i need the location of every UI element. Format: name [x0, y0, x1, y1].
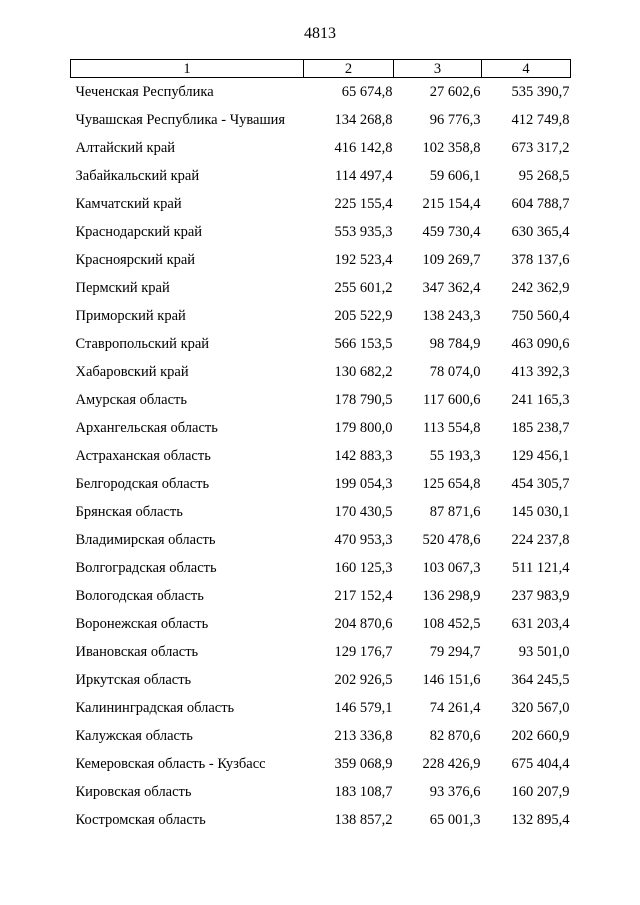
value-col3-cell: 74 261,4 — [429, 700, 481, 716]
value-col2-cell: 170 430,5 — [334, 504, 393, 520]
value-col4-cell: 463 090,6 — [511, 336, 570, 352]
value-col3-cell: 79 294,7 — [429, 644, 481, 660]
column-header: 1 — [71, 60, 304, 78]
table-row — [71, 750, 571, 778]
value-col2-cell: 205 522,9 — [334, 308, 393, 324]
region-name-cell: Астраханская область — [75, 448, 211, 464]
value-col4-cell: 511 121,4 — [512, 560, 570, 576]
table-row — [71, 330, 571, 358]
value-col3-cell: 109 269,7 — [422, 252, 481, 268]
value-col4-cell: 202 660,9 — [511, 728, 570, 744]
value-col2-cell: 255 601,2 — [334, 280, 393, 296]
table-row — [71, 78, 571, 107]
value-col2-cell: 202 926,5 — [334, 672, 393, 688]
value-col2-cell: 138 857,2 — [334, 812, 393, 828]
value-col2-cell: 178 790,5 — [334, 392, 393, 408]
value-col2-cell: 359 068,9 — [334, 756, 393, 772]
region-name-cell: Вологодская область — [75, 588, 204, 604]
data-table — [70, 59, 571, 834]
value-col3-cell: 93 376,6 — [429, 784, 481, 800]
table-row — [71, 246, 571, 274]
region-name-cell: Ставропольский край — [75, 336, 210, 352]
table-row — [71, 666, 571, 694]
region-name-cell: Амурская область — [75, 392, 187, 408]
region-name-cell: Приморский край — [75, 308, 186, 324]
value-col2-cell: 142 883,3 — [334, 448, 393, 464]
region-name-cell: Красноярский край — [75, 252, 196, 268]
value-col4-cell: 93 501,0 — [518, 644, 570, 660]
value-col4-cell: 413 392,3 — [511, 364, 570, 380]
value-col2-cell: 470 953,3 — [334, 532, 393, 548]
table-row — [71, 806, 571, 834]
column-header: 3 — [394, 60, 482, 78]
table-row — [71, 190, 571, 218]
value-col3-cell: 117 600,6 — [423, 392, 481, 408]
value-col2-cell: 183 108,7 — [334, 784, 393, 800]
value-col3-cell: 138 243,3 — [422, 308, 481, 324]
value-col4-cell: 630 365,4 — [511, 224, 570, 240]
table-row — [71, 386, 571, 414]
table-row — [71, 498, 571, 526]
region-name-cell: Чувашская Республика - Чувашия — [75, 112, 286, 128]
region-name-cell: Чеченская Республика — [75, 84, 214, 100]
value-col4-cell: 412 749,8 — [511, 112, 570, 128]
region-name-cell: Костромская область — [75, 812, 206, 828]
value-col4-cell: 378 137,6 — [511, 252, 570, 268]
value-col2-cell: 192 523,4 — [334, 252, 393, 268]
value-col4-cell: 364 245,5 — [511, 672, 570, 688]
value-col3-cell: 113 554,8 — [423, 420, 481, 436]
value-col2-cell: 146 579,1 — [334, 700, 393, 716]
table-row — [71, 106, 571, 134]
value-col4-cell: 224 237,8 — [511, 532, 570, 548]
value-col3-cell: 136 298,9 — [422, 588, 481, 604]
page-number: 4813 — [304, 25, 336, 42]
table-row — [71, 218, 571, 246]
value-col2-cell: 213 336,8 — [334, 728, 393, 744]
value-col2-cell: 65 674,8 — [341, 84, 393, 100]
value-col4-cell: 750 560,4 — [511, 308, 570, 324]
region-name-cell: Хабаровский край — [75, 364, 189, 380]
value-col2-cell: 553 935,3 — [334, 224, 393, 240]
region-name-cell: Ивановская область — [75, 644, 199, 660]
region-name-cell: Алтайский край — [75, 140, 176, 156]
value-col2-cell: 566 153,5 — [334, 336, 393, 352]
value-col2-cell: 225 155,4 — [334, 196, 393, 212]
value-col2-cell: 114 497,4 — [335, 168, 393, 184]
value-col2-cell: 204 870,6 — [334, 616, 393, 632]
region-name-cell: Воронежская область — [75, 616, 209, 632]
region-name-cell: Брянская область — [75, 504, 183, 520]
value-col4-cell: 242 362,9 — [511, 280, 570, 296]
table-row — [71, 358, 571, 386]
value-col4-cell: 454 305,7 — [511, 476, 570, 492]
region-name-cell: Архангельская область — [75, 420, 218, 436]
value-col4-cell: 129 456,1 — [511, 448, 570, 464]
value-col4-cell: 241 165,3 — [511, 392, 570, 408]
value-col3-cell: 108 452,5 — [422, 616, 481, 632]
value-col4-cell: 185 238,7 — [511, 420, 570, 436]
table-row — [71, 526, 571, 554]
region-name-cell: Волгоградская область — [75, 560, 217, 576]
table-row — [71, 302, 571, 330]
value-col2-cell: 134 268,8 — [334, 112, 393, 128]
value-col3-cell: 146 151,6 — [422, 672, 481, 688]
table-row — [71, 694, 571, 722]
value-col3-cell: 520 478,6 — [422, 532, 481, 548]
value-col3-cell: 125 654,8 — [422, 476, 481, 492]
table-row — [71, 610, 571, 638]
value-col4-cell: 132 895,4 — [511, 812, 570, 828]
table-row — [71, 582, 571, 610]
value-col3-cell: 27 602,6 — [429, 84, 481, 100]
region-name-cell: Кемеровская область - Кузбасс — [75, 756, 266, 772]
value-col2-cell: 199 054,3 — [334, 476, 393, 492]
region-name-cell: Калужская область — [75, 728, 193, 744]
table-row — [71, 554, 571, 582]
value-col3-cell: 87 871,6 — [429, 504, 481, 520]
value-col4-cell: 675 404,4 — [511, 756, 570, 772]
value-col3-cell: 82 870,6 — [429, 728, 481, 744]
value-col3-cell: 65 001,3 — [429, 812, 481, 828]
value-col4-cell: 237 983,9 — [511, 588, 570, 604]
table-body — [71, 78, 571, 835]
value-col3-cell: 103 067,3 — [422, 560, 481, 576]
value-col3-cell: 59 606,1 — [429, 168, 481, 184]
value-col3-cell: 98 784,9 — [429, 336, 481, 352]
table-row — [71, 778, 571, 806]
value-col3-cell: 78 074,0 — [429, 364, 481, 380]
value-col4-cell: 145 030,1 — [511, 504, 570, 520]
value-col2-cell: 217 152,4 — [334, 588, 393, 604]
column-header: 2 — [304, 60, 394, 78]
value-col2-cell: 416 142,8 — [334, 140, 393, 156]
table-row — [71, 638, 571, 666]
value-col4-cell: 631 203,4 — [511, 616, 570, 632]
value-col3-cell: 55 193,3 — [429, 448, 481, 464]
table-header-row — [71, 60, 571, 78]
region-name-cell: Белгородская область — [75, 476, 210, 492]
region-name-cell: Владимирская область — [75, 532, 216, 548]
value-col3-cell: 215 154,4 — [422, 196, 481, 212]
table-row — [71, 134, 571, 162]
table-row — [71, 470, 571, 498]
value-col3-cell: 228 426,9 — [422, 756, 481, 772]
value-col4-cell: 320 567,0 — [511, 700, 570, 716]
value-col2-cell: 129 176,7 — [334, 644, 393, 660]
value-col2-cell: 179 800,0 — [334, 420, 393, 436]
value-col3-cell: 347 362,4 — [422, 280, 481, 296]
value-col2-cell: 160 125,3 — [334, 560, 393, 576]
value-col2-cell: 130 682,2 — [334, 364, 393, 380]
value-col3-cell: 459 730,4 — [422, 224, 481, 240]
value-col4-cell: 95 268,5 — [518, 168, 570, 184]
value-col4-cell: 673 317,2 — [511, 140, 570, 156]
region-name-cell: Иркутская область — [75, 672, 192, 688]
value-col4-cell: 535 390,7 — [511, 84, 570, 100]
table-row — [71, 414, 571, 442]
table-row — [71, 162, 571, 190]
region-name-cell: Калининградская область — [75, 700, 235, 716]
value-col4-cell: 604 788,7 — [511, 196, 570, 212]
value-col3-cell: 102 358,8 — [422, 140, 481, 156]
region-name-cell: Кировская область — [75, 784, 192, 800]
region-name-cell: Камчатский край — [75, 196, 182, 212]
column-header: 4 — [482, 60, 571, 78]
region-name-cell: Пермский край — [75, 280, 170, 296]
region-name-cell: Забайкальский край — [75, 168, 200, 184]
table-row — [71, 442, 571, 470]
region-name-cell: Краснодарский край — [75, 224, 203, 240]
table-row — [71, 722, 571, 750]
table-row — [71, 274, 571, 302]
value-col4-cell: 160 207,9 — [511, 784, 570, 800]
table-header — [71, 60, 571, 78]
value-col3-cell: 96 776,3 — [429, 112, 481, 128]
